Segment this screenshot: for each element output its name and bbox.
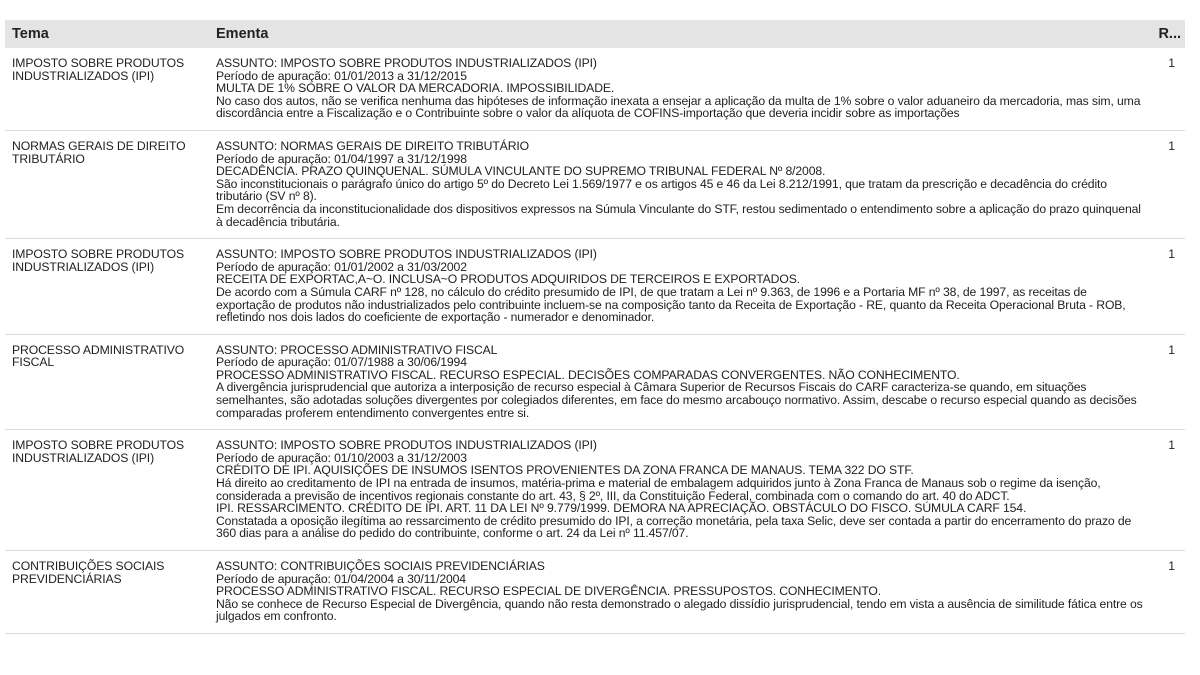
ementa-line: Não se conhece de Recurso Especial de Divergência, quando não resta demonstrado o alegado dissídio jurisprudencial, tendo em vista a ausência de similitude fática entre os julgados em confronto. xyxy=(216,596,1143,624)
cell-r: 1 xyxy=(1168,342,1175,357)
ementa-line: CRÉDITO DE IPI. AQUISIÇÕES DE INSUMOS ISENTOS PROVENIENTES DA ZONA FRANCA DE MANAUS. TEMA 322 DO STF. xyxy=(216,463,914,478)
ementa-line: Período de apuração: 01/04/1997 a 31/12/1998 xyxy=(216,151,467,166)
table-row[interactable] xyxy=(5,131,1185,239)
column-header-ementa[interactable]: Ementa xyxy=(216,26,269,42)
cell-tema: IMPOSTO SOBRE PRODUTOS INDUSTRIALIZADOS (IPI) xyxy=(12,56,185,83)
ementa-line: ASSUNTO: IMPOSTO SOBRE PRODUTOS INDUSTRIALIZADOS (IPI) xyxy=(216,438,597,453)
ementa-line: São inconstitucionais o parágrafo único do artigo 5º do Decreto Lei 1.569/1977 e os artigos 45 e 46 da Lei 8.212/1991, que tratam da prescrição e decadência do crédito tributário (SV nº 8). xyxy=(216,176,1107,204)
column-header-tema[interactable]: Tema xyxy=(12,26,49,42)
cell-ementa xyxy=(209,560,1147,623)
table-header xyxy=(5,20,1185,48)
results-table xyxy=(5,20,1185,634)
ementa-line: PROCESSO ADMINISTRATIVO FISCAL. RECURSO ESPECIAL. DECISÕES COMPARADAS CONVERGENTES. NÃO CONHECIMENTO. xyxy=(216,367,960,382)
ementa-line: De acordo com a Súmula CARF nº 128, no cálculo do crédito presumido de IPI, de que tratam a Lei nº 9.363, de 1996 e a Portaria MF nº 38, de 1997, as receitas de exportação de produtos não industrializados pelo contribuinte incluem-se na composição tanto da Receita de Exportação - RE, quanto da Receita Operacional Bruta - ROB, refletindo nos dois lados do coeficiente de exportação - numerador e denominador. xyxy=(216,284,1126,325)
column-header-r[interactable]: R... xyxy=(1158,26,1181,42)
ementa-line: A divergência jurisprudencial que autoriza a interposição de recurso especial à Câmara Superior de Recursos Fiscais do CARF caracteriza-se quando, em situações semelhantes, são adotadas soluções divergentes por colegiados diferentes, em face do mesmo arcabouço normativo. Assim, descabe o recurso especial quando as decisões comparadas proferem entendimento convergentes entre si. xyxy=(216,380,1137,420)
ementa-line: Período de apuração: 01/04/2004 a 30/11/2004 xyxy=(216,571,466,586)
ementa-line: Período de apuração: 01/01/2013 a 31/12/2015 xyxy=(216,68,467,83)
cell-ementa xyxy=(209,248,1147,324)
ementa-line: Período de apuração: 01/10/2003 a 31/12/2003 xyxy=(216,450,467,465)
cell-tema: NORMAS GERAIS DE DIREITO TRIBUTÁRIO xyxy=(12,138,186,166)
ementa-line: Em decorrência da inconstitucionalidade dos dispositivos expressos na Súmula Vinculante do STF, restou sedimentado o entendimento sobre a aplicação do prazo quinquenal à decadência tributária. xyxy=(216,201,1141,229)
cell-r: 1 xyxy=(1168,138,1175,153)
table-row[interactable] xyxy=(5,335,1185,431)
ementa-line: RECEITA DE EXPORTAC,A~O. INCLUSA~O PRODUTOS ADQUIRIDOS DE TERCEIROS E EXPORTADOS. xyxy=(216,272,800,287)
ementa-line: Período de apuração: 01/01/2002 a 31/03/2002 xyxy=(216,259,467,274)
ementa-line: PROCESSO ADMINISTRATIVO FISCAL. RECURSO ESPECIAL DE DIVERGÊNCIA. PRESSUPOSTOS. CONHECIMENTO. xyxy=(216,584,882,599)
ementa-line: ASSUNTO: IMPOSTO SOBRE PRODUTOS INDUSTRIALIZADOS (IPI) xyxy=(216,247,597,262)
cell-ementa xyxy=(209,140,1147,228)
table-row[interactable] xyxy=(5,430,1185,551)
ementa-line: MULTA DE 1% SOBRE O VALOR DA MERCADORIA. IMPOSSIBILIDADE. xyxy=(216,81,615,96)
ementa-line: Constatada a oposição ilegítima ao ressarcimento de crédito presumido do IPI, a correção monetária, pela taxa Selic, deve ser contada a partir do encerramento do prazo de 360 dias para a análise do pedido do contribuinte, conforme o art. 24 da Lei nº 11.457/07. xyxy=(216,513,1132,541)
cell-ementa xyxy=(209,57,1147,120)
table-row[interactable] xyxy=(5,551,1185,634)
cell-r: 1 xyxy=(1168,247,1175,262)
cell-ementa xyxy=(209,439,1147,540)
ementa-line: IPI. RESSARCIMENTO. CRÉDITO DE IPI. ART. 11 DA LEI Nº 9.779/1999. DEMORA NA APRECIAÇÃO. OBSTÁCULO DO FISCO. SÚMULA CARF 154. xyxy=(216,501,1027,516)
ementa-line: ASSUNTO: NORMAS GERAIS DE DIREITO TRIBUTÁRIO xyxy=(216,138,529,153)
ementa-line: Período de apuração: 01/07/1988 a 30/06/1994 xyxy=(216,355,467,370)
ementa-line: DECADÊNCIA. PRAZO QUINQUENAL. SÚMULA VINCULANTE DO SUPREMO TRIBUNAL FEDERAL Nº 8/2008. xyxy=(216,164,826,179)
table-row[interactable] xyxy=(5,48,1185,131)
ementa-line: ASSUNTO: IMPOSTO SOBRE PRODUTOS INDUSTRIALIZADOS (IPI) xyxy=(216,56,597,70)
cell-tema: PROCESSO ADMINISTRATIVO FISCAL xyxy=(12,342,185,370)
cell-tema: IMPOSTO SOBRE PRODUTOS INDUSTRIALIZADOS (IPI) xyxy=(12,247,185,274)
cell-r: 1 xyxy=(1168,438,1175,453)
cell-r: 1 xyxy=(1168,559,1175,573)
cell-tema: CONTRIBUIÇÕES SOCIAIS PREVIDENCIÁRIAS xyxy=(12,559,165,586)
table-row[interactable] xyxy=(5,239,1185,335)
ementa-line: Há direito ao creditamento de IPI na entrada de insumos, matéria-prima e material de embalagem adquiridos junto à Zona Franca de Manaus sob o regime da isenção, considerada a previsão de incentivos regionais constante do art. 43, § 2º, III, da Constituição Federal, combinada com o comando do art. 40 do ADCT. xyxy=(216,476,1101,503)
cell-ementa xyxy=(209,344,1147,420)
ementa-line: ASSUNTO: CONTRIBUIÇÕES SOCIAIS PREVIDENCIÁRIAS xyxy=(216,559,545,573)
cell-tema: IMPOSTO SOBRE PRODUTOS INDUSTRIALIZADOS (IPI) xyxy=(12,438,185,465)
ementa-line: ASSUNTO: PROCESSO ADMINISTRATIVO FISCAL xyxy=(216,342,498,357)
cell-r: 1 xyxy=(1168,56,1175,70)
ementa-line: No caso dos autos, não se verifica nenhuma das hipóteses de informação inexata a ensejar a aplicação da multa de 1% sobre o valor aduaneiro da mercadoria, mas sim, uma discordância entre a Fiscalização e o Contribuinte sobre o valor da alíquota de COFINS-importação que deveria incidir sobre as importações xyxy=(216,93,1141,121)
